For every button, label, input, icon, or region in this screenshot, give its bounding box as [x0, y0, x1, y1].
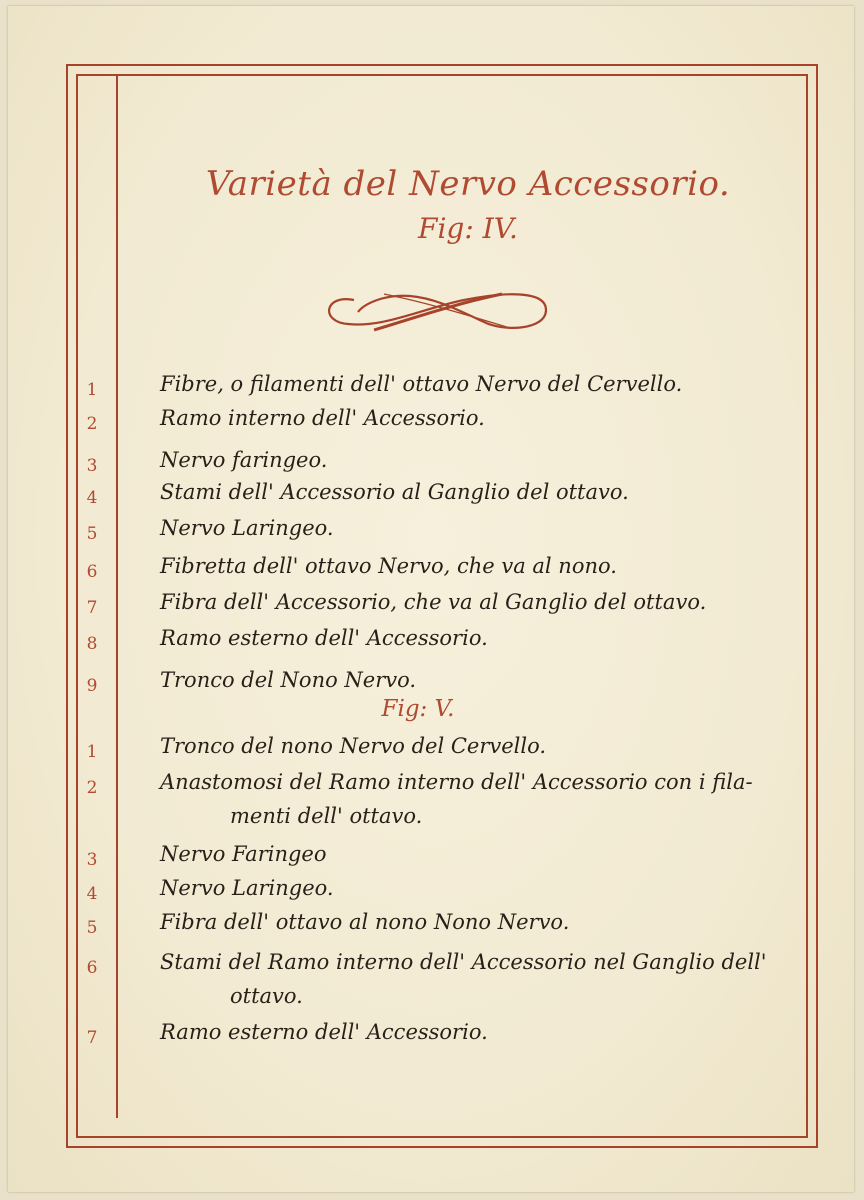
- entry-text: Nervo Faringeo: [160, 842, 327, 866]
- legend-entry: [8, 910, 854, 950]
- entry-number: 1: [86, 742, 98, 762]
- calligraphic-flourish-ornament: [314, 278, 556, 344]
- legend-entry: [8, 480, 854, 520]
- entry-number: 2: [86, 414, 98, 434]
- entry-continuation-text: menti dell' ottavo.: [230, 804, 423, 828]
- manuscript-page: [8, 6, 854, 1192]
- legend-entry: [8, 590, 854, 630]
- entry-continuation-text: ottavo.: [230, 984, 303, 1008]
- entry-text: Ramo esterno dell' Accessorio.: [160, 1020, 488, 1044]
- entry-text: Nervo Laringeo.: [160, 876, 334, 900]
- legend-entry: [8, 950, 854, 1008]
- entry-text: Nervo Laringeo.: [160, 516, 334, 540]
- legend-entry: [8, 1020, 854, 1060]
- entry-text: Stami dell' Accessorio al Ganglio del ottavo.: [160, 480, 629, 504]
- entry-number: 6: [86, 958, 98, 978]
- entry-text: Fibra dell' ottavo al nono Nono Nervo.: [160, 910, 570, 934]
- entry-text: Nervo faringeo.: [160, 448, 328, 472]
- entry-text: Fibre, o filamenti dell' ottavo Nervo del Cervello.: [160, 372, 683, 396]
- entry-text: Fibra dell' Accessorio, che va al Ganglio del ottavo.: [160, 590, 707, 614]
- entry-number: 6: [86, 562, 98, 582]
- page-title: Varietà del Nervo Accessorio.: [205, 164, 731, 204]
- legend-entry: [8, 406, 854, 446]
- entry-number: 2: [86, 778, 98, 798]
- legend-entry: [8, 626, 854, 666]
- entry-number: 7: [86, 598, 98, 618]
- figure-iv-heading: Fig: IV.: [418, 212, 518, 245]
- entry-text: Ramo interno dell' Accessorio.: [160, 406, 485, 430]
- entry-text: Fibretta dell' ottavo Nervo, che va al nono.: [160, 554, 617, 578]
- entry-number: 3: [86, 456, 98, 476]
- entry-number: 1: [86, 380, 98, 400]
- entry-number: 3: [86, 850, 98, 870]
- legend-entry: [8, 770, 854, 828]
- entry-text: Tronco del nono Nervo del Cervello.: [160, 734, 547, 758]
- entry-number: 4: [86, 488, 98, 508]
- legend-entry: [8, 554, 854, 594]
- entry-number: 8: [86, 634, 98, 654]
- entry-number: 5: [86, 524, 98, 544]
- legend-entry: [8, 516, 854, 556]
- entry-text: Stami del Ramo interno dell' Accessorio nel Ganglio dell': [160, 950, 767, 974]
- legend-entry: [8, 734, 854, 774]
- entry-number: 5: [86, 918, 98, 938]
- entry-number: 4: [86, 884, 98, 904]
- entry-text: Ramo esterno dell' Accessorio.: [160, 626, 488, 650]
- entry-text: Tronco del Nono Nervo.: [160, 668, 417, 692]
- entry-number: 9: [86, 676, 98, 696]
- entry-number: 7: [86, 1028, 98, 1048]
- figure-v-heading: Fig: V.: [381, 696, 455, 722]
- entry-text: Anastomosi del Ramo interno dell' Accessorio con i fila-: [160, 770, 753, 794]
